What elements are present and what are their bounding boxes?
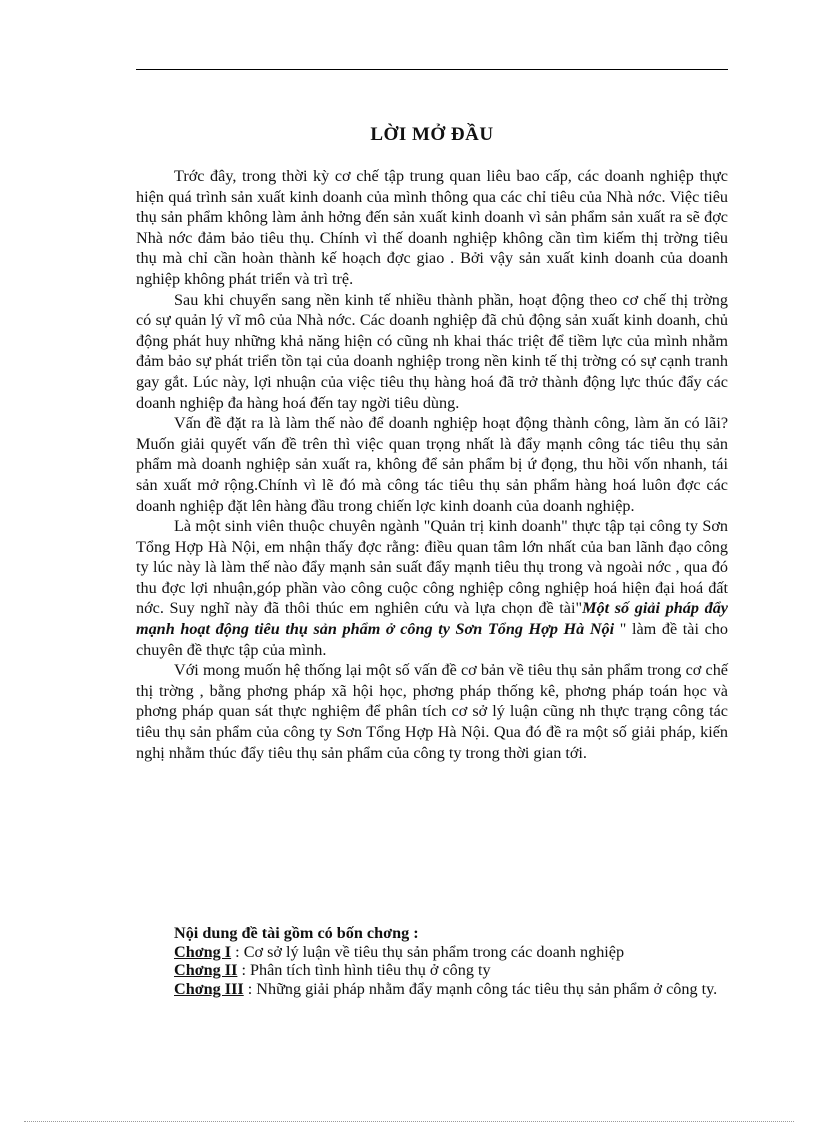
thesis-title: Một số giải pháp đẩy mạnh hoạt động tiêu thụ sản phẩm ở công ty Sơn Tổng Hợp Hà Nội bbox=[136, 599, 728, 639]
paragraph-4-text: Là một sinh viên thuộc chuyên ngành "Quản trị kinh doanh" thực tập tại công ty Sơn Tổng Hợp Hà Nội, em nhận thấy đợc rằng: điều quan tâm lớn nhất của ban lãnh đạo công ty lúc này là làm thế nào đẩy mạnh sản suất đẩy mạnh tiêu thụ trong và ngoài nớc , qua đó thu đợc lợi nhuận,góp phần vào công cuộc công nghiệp công nghiệp hoá hiện đại hoá đất nớc. Suy nghĩ này đã thôi thúc em nghiên cứu và lựa chọn đề tài" bbox=[136, 517, 728, 618]
chapter-label: Chơng III bbox=[174, 979, 244, 998]
header-rule bbox=[136, 69, 728, 70]
paragraph-2: Sau khi chuyển sang nền kinh tế nhiều thành phần, hoạt động theo cơ chế thị trờng có sự quản lý vĩ mô của Nhà nớc. Các doanh nghiệp đã chủ động sản xuất kinh doanh, chủ động phát huy những khả năng hiện có cũng nh khai thác triệt để tiềm lực của mình nhằm đảm bảo sự phát triển tồn tại của doanh nghiệp trong nền kinh tế thị trờng có sự cạnh tranh gay gắt. Lúc này, lợi nhuận của việc tiêu thụ hàng hoá đã trở thành động lực thúc đẩy các doanh nghiệp đa hàng hoá đến tay ngời tiêu dùng. bbox=[136, 290, 728, 412]
chapter-label: Chơng I bbox=[174, 942, 232, 961]
chapter-label: Chơng II bbox=[174, 961, 238, 980]
paragraph-4-tail: " làm đề tài cho chuyên đề thực tập của mình. bbox=[136, 620, 728, 659]
chapter-item-1 bbox=[136, 943, 728, 962]
intro-body bbox=[136, 166, 728, 763]
page-title: LỜI MỞ ĐẦU bbox=[370, 124, 494, 145]
chapter-list bbox=[136, 924, 728, 998]
footer-rule bbox=[24, 1121, 794, 1122]
chapter-text: : Cơ sở lý luận về tiêu thụ sản phẩm trong các doanh nghiệp bbox=[231, 942, 625, 961]
paragraph-5: Với mong muốn hệ thống lại một số vấn đề cơ bản về tiêu thụ sản phẩm trong cơ chế thị trờng , bằng phơng pháp xã hội học, phơng pháp thống kê, phơng pháp toán học và phơng pháp quan sát thực nghiệm để phân tích cơ sở lý luận cũng nh thực trạng công tác tiêu thụ sản phẩm của công ty Sơn Tổng Hợp Hà Nội. Qua đó đề ra một số giải pháp, kiến nghị nhằm thúc đẩy tiêu thụ sản phẩm của công ty trong thời gian tới. bbox=[136, 661, 728, 762]
chapter-item-2 bbox=[136, 961, 728, 980]
paragraph-4 bbox=[136, 516, 728, 660]
contents-heading: Nội dung đề tài gồm có bốn chơng : bbox=[174, 924, 419, 942]
chapter-text: : Những giải pháp nhằm đẩy mạnh công tác tiêu thụ sản phẩm ở công ty. bbox=[243, 979, 718, 998]
chapter-text: : Phân tích tình hình tiêu thụ ở công ty bbox=[237, 961, 491, 980]
paragraph-3: Vấn đề đặt ra là làm thế nào để doanh nghiệp hoạt động thành công, làm ăn có lãi? Muốn giải quyết vấn đề trên thì việc quan trọng nhất là đẩy mạnh công tác tiêu thụ sản phẩm mà doanh nghiệp sản xuất ra, không để sản phẩm bị ứ đọng, thu hồi vốn nhanh, tái sản xuất mở rộng.Chính vì lẽ đó mà công tác tiêu thụ sản phẩm hàng hoá luôn đợc các doanh nghiệp đặt lên hàng đầu trong chiến lợc kinh doanh của doanh nghiệp. bbox=[136, 414, 728, 515]
paragraph-1: Trớc đây, trong thời kỳ cơ chế tập trung quan liêu bao cấp, các doanh nghiệp thực hiện quá trình sản xuất kinh doanh của mình thông qua các chỉ tiêu của Nhà nớc. Việc tiêu thụ sản phẩm không làm ảnh hởng đến sản xuất kinh doanh vì sản phẩm sản xuất ra sẽ đợc Nhà nớc đảm bảo tiêu thụ. Chính vì thế doanh nghiệp không cần tìm kiếm thị trờng tiêu thụ mà chỉ cần hoàn thành kế hoạch đợc giao . Bởi vậy sản xuất kinh doanh của doanh nghiệp không phát triển và trì trệ. bbox=[136, 167, 728, 288]
chapter-item-3 bbox=[136, 980, 728, 999]
